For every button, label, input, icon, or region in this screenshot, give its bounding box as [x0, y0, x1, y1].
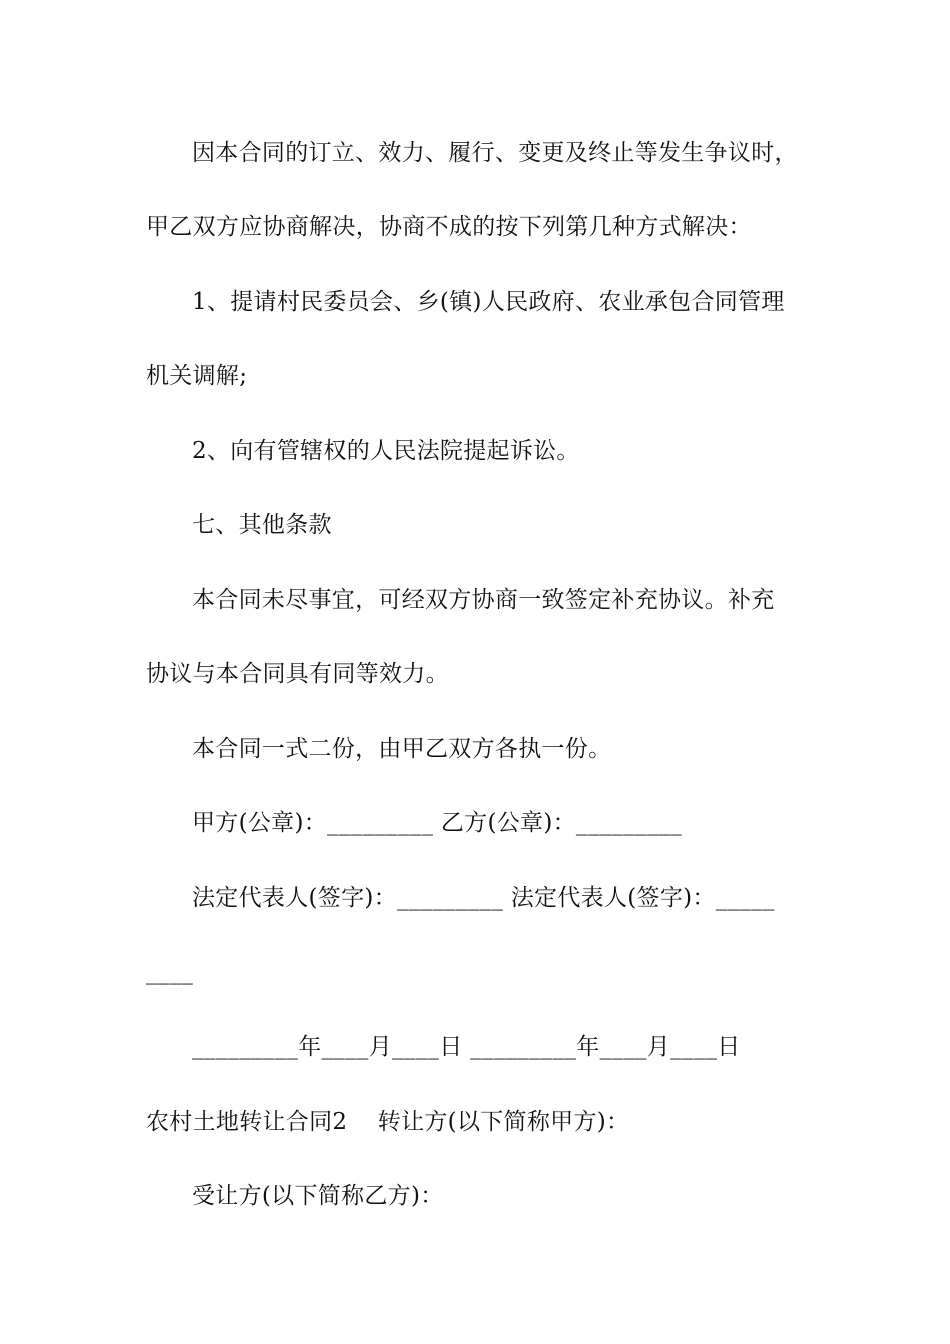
- signature-representative-line: 法定代表人(签字)：_________ 法定代表人(签字)：_____: [192, 885, 775, 911]
- transferee-line: 受让方(以下简称乙方)：: [192, 1183, 444, 1209]
- paragraph-supplementary: 本合同未尽事宜，可经双方协商一致签定补充协议。补充: [192, 587, 775, 613]
- paragraph-dispute-continued: 甲乙双方应协商解决，协商不成的按下列第几种方式解决：: [146, 214, 752, 240]
- paragraph-supplementary-continued: 协议与本合同具有同等效力。: [146, 661, 449, 687]
- paragraph-dispute-intro: 因本合同的订立、效力、履行、变更及终止等发生争议时，: [192, 140, 798, 166]
- contract-title-transferor: 农村土地转让合同2 转让方(以下简称甲方)：: [146, 1109, 630, 1135]
- list-item-mediation-continued: 机关调解;: [146, 363, 248, 389]
- signature-seal-line: 甲方(公章)：_________ 乙方(公章)：_________: [192, 810, 683, 836]
- section-heading-other-terms: 七、其他条款: [192, 512, 332, 538]
- signature-representative-continued: ____: [146, 959, 194, 985]
- paragraph-copies: 本合同一式二份，由甲乙双方各执一份。: [192, 736, 612, 762]
- list-item-mediation: 1、提请村民委员会、乡(镇)人民政府、农业承包合同管理: [192, 289, 785, 315]
- list-item-litigation: 2、向有管辖权的人民法院提起诉讼。: [192, 438, 580, 464]
- signature-date-line: _________年____月____日 _________年____月____日: [192, 1034, 741, 1060]
